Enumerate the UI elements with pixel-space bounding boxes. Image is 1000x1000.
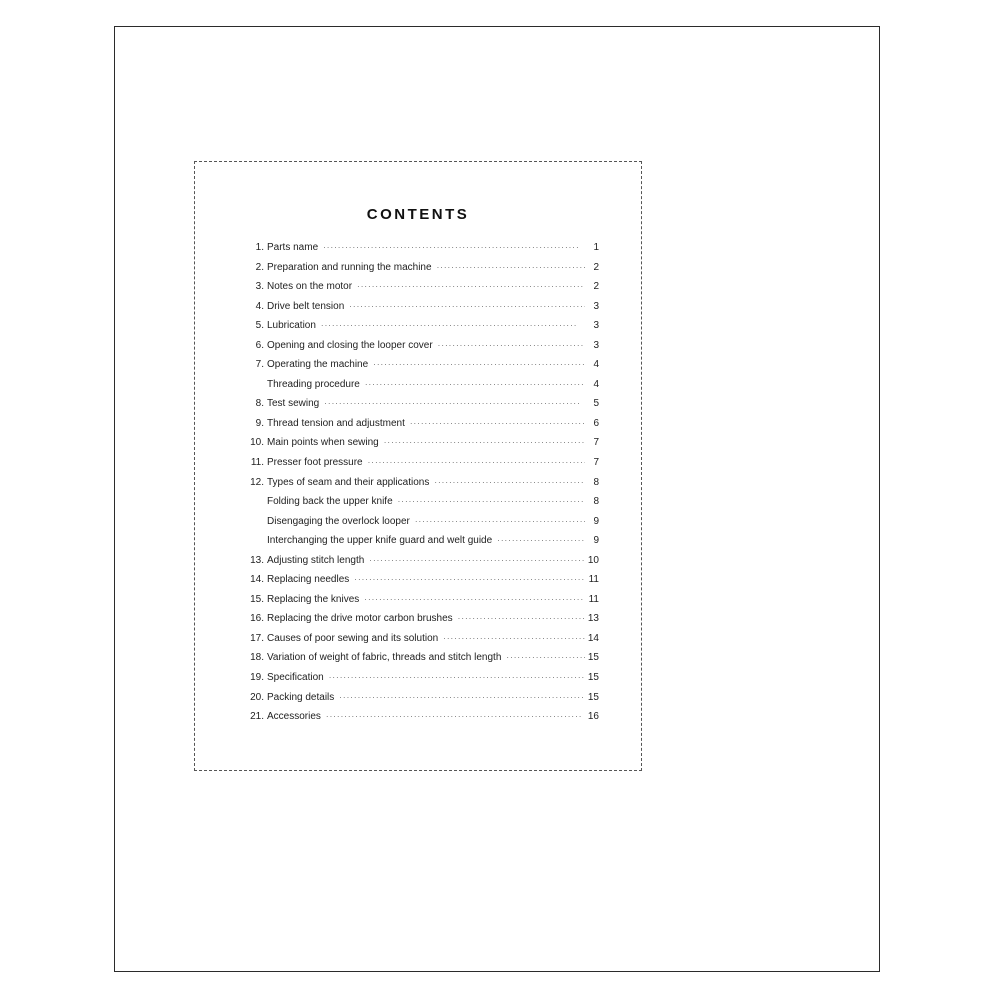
entry-page-number: 10 bbox=[587, 554, 599, 566]
dot-leader bbox=[434, 473, 585, 493]
entry-title: Thread tension and adjustment bbox=[267, 417, 405, 429]
entry-page-number: 13 bbox=[587, 613, 599, 625]
entry-page-number: 4 bbox=[593, 378, 599, 390]
entry-title: Presser foot pressure bbox=[267, 457, 363, 469]
entry-page-number: 1 bbox=[593, 242, 599, 253]
contents-entry bbox=[243, 531, 599, 551]
dot-leader bbox=[458, 609, 585, 629]
dot-leader bbox=[365, 375, 585, 395]
dot-leader bbox=[368, 453, 585, 473]
contents-entry bbox=[243, 570, 599, 590]
entry-page-number: 3 bbox=[593, 339, 599, 351]
entry-page-number: 15 bbox=[587, 652, 599, 664]
entry-page-number: 2 bbox=[593, 261, 599, 273]
entry-page-number: 11 bbox=[588, 574, 599, 586]
entry-number: 12. bbox=[250, 476, 264, 488]
entry-title: Drive belt tension bbox=[267, 300, 345, 312]
contents-entry bbox=[243, 629, 599, 649]
entry-number: 6. bbox=[255, 339, 264, 351]
entry-title: Variation of weight of fabric, threads and stitch length bbox=[267, 652, 502, 664]
entry-title: Accessories bbox=[267, 711, 321, 723]
entry-number: 15. bbox=[250, 593, 264, 605]
entry-number: 2. bbox=[255, 261, 264, 273]
dot-leader bbox=[373, 355, 585, 375]
entry-number: 1. bbox=[255, 242, 264, 253]
entry-page-number: 3 bbox=[593, 300, 599, 312]
entry-page-number: 9 bbox=[593, 515, 599, 527]
contents-entry bbox=[243, 648, 599, 668]
entry-title: Main points when sewing bbox=[267, 437, 379, 449]
entry-number: 14. bbox=[250, 574, 264, 586]
entry-number: 7. bbox=[255, 359, 264, 371]
contents-entry bbox=[243, 512, 599, 532]
contents-entry bbox=[243, 238, 599, 258]
contents-entry bbox=[243, 297, 599, 317]
entry-page-number: 2 bbox=[593, 281, 599, 293]
dot-leader bbox=[364, 590, 585, 610]
entry-title: Opening and closing the looper cover bbox=[267, 339, 433, 351]
entry-title: Types of seam and their applications bbox=[267, 476, 430, 488]
entry-page-number: 7 bbox=[593, 457, 599, 469]
entry-page-number: 11 bbox=[588, 593, 599, 605]
contents-entry bbox=[243, 375, 599, 395]
entry-title: Specification bbox=[267, 672, 324, 684]
entry-page-number: 16 bbox=[587, 711, 599, 723]
contents-entry bbox=[243, 688, 599, 708]
entry-title: Operating the machine bbox=[267, 359, 369, 371]
entry-title: Preparation and running the machine bbox=[267, 261, 432, 273]
dot-leader bbox=[339, 688, 585, 708]
contents-entry bbox=[243, 414, 599, 434]
entry-title: Folding back the upper knife bbox=[267, 496, 393, 508]
entry-page-number: 9 bbox=[593, 535, 599, 547]
entry-title: Disengaging the overlock looper bbox=[267, 515, 410, 527]
contents-entry bbox=[243, 551, 599, 571]
contents-list bbox=[243, 238, 599, 727]
entry-number: 19. bbox=[250, 672, 264, 684]
entry-title: Causes of poor sewing and its solution bbox=[267, 632, 439, 644]
entry-page-number: 6 bbox=[593, 417, 599, 429]
dot-leader bbox=[415, 512, 585, 532]
contents-entry bbox=[243, 707, 599, 727]
entry-page-number: 15 bbox=[587, 691, 599, 703]
entry-title: Parts name bbox=[267, 242, 319, 253]
dot-leader bbox=[437, 258, 585, 278]
entry-number: 18. bbox=[250, 652, 264, 664]
entry-number: 11. bbox=[250, 457, 264, 469]
entry-number: 4. bbox=[255, 300, 264, 312]
dot-leader bbox=[324, 394, 585, 414]
dot-leader bbox=[438, 336, 585, 356]
dot-leader bbox=[321, 316, 585, 336]
entry-page-number: 7 bbox=[593, 437, 599, 449]
entry-number: 3. bbox=[255, 281, 264, 293]
entry-page-number: 8 bbox=[593, 496, 599, 508]
entry-number: 5. bbox=[255, 320, 264, 332]
entry-title: Interchanging the upper knife guard and welt guide bbox=[267, 535, 493, 547]
entry-number: 17. bbox=[250, 632, 264, 644]
dot-leader bbox=[443, 629, 585, 649]
dot-leader bbox=[369, 551, 585, 571]
entry-page-number: 5 bbox=[593, 398, 599, 410]
entry-title: Adjusting stitch length bbox=[267, 554, 365, 566]
entry-number: 20. bbox=[250, 691, 264, 703]
contents-entry bbox=[243, 258, 599, 278]
dot-leader bbox=[323, 238, 585, 258]
entry-title: Replacing needles bbox=[267, 574, 350, 586]
entry-title: Packing details bbox=[267, 691, 335, 703]
entry-number: 9. bbox=[255, 417, 264, 429]
contents-entry bbox=[243, 453, 599, 473]
contents-title: CONTENTS bbox=[366, 206, 470, 223]
contents-box bbox=[194, 161, 642, 771]
contents-entry bbox=[243, 277, 599, 297]
dot-leader bbox=[349, 297, 585, 317]
contents-entry bbox=[243, 355, 599, 375]
contents-entry bbox=[243, 492, 599, 512]
contents-entry bbox=[243, 394, 599, 414]
entry-title: Lubrication bbox=[267, 320, 316, 332]
contents-entry bbox=[243, 609, 599, 629]
entry-number: 10. bbox=[250, 437, 264, 449]
contents-entry bbox=[243, 473, 599, 493]
entry-title: Replacing the knives bbox=[267, 593, 360, 605]
contents-entry bbox=[243, 668, 599, 688]
entry-page-number: 15 bbox=[587, 672, 599, 684]
entry-page-number: 4 bbox=[593, 359, 599, 371]
entry-page-number: 8 bbox=[593, 476, 599, 488]
entry-title: Replacing the drive motor carbon brushes bbox=[267, 613, 453, 625]
dot-leader bbox=[506, 648, 585, 668]
entry-page-number: 3 bbox=[593, 320, 599, 332]
entry-title: Threading procedure bbox=[267, 378, 360, 390]
contents-entry bbox=[243, 433, 599, 453]
contents-entry bbox=[243, 316, 599, 336]
entry-title: Test sewing bbox=[267, 398, 320, 410]
dot-leader bbox=[497, 531, 585, 551]
entry-number: 16. bbox=[250, 613, 264, 625]
contents-entry bbox=[243, 590, 599, 610]
entry-number: 13. bbox=[250, 554, 264, 566]
dot-leader bbox=[329, 668, 585, 688]
dot-leader bbox=[398, 492, 585, 512]
contents-entry bbox=[243, 336, 599, 356]
dot-leader bbox=[354, 570, 585, 590]
entry-page-number: 14 bbox=[587, 632, 599, 644]
dot-leader bbox=[410, 414, 585, 434]
dot-leader bbox=[384, 433, 585, 453]
entry-number: 8. bbox=[255, 398, 264, 410]
dot-leader bbox=[326, 707, 585, 727]
dot-leader bbox=[357, 277, 585, 297]
entry-title: Notes on the motor bbox=[267, 281, 353, 293]
entry-number: 21. bbox=[250, 711, 264, 723]
